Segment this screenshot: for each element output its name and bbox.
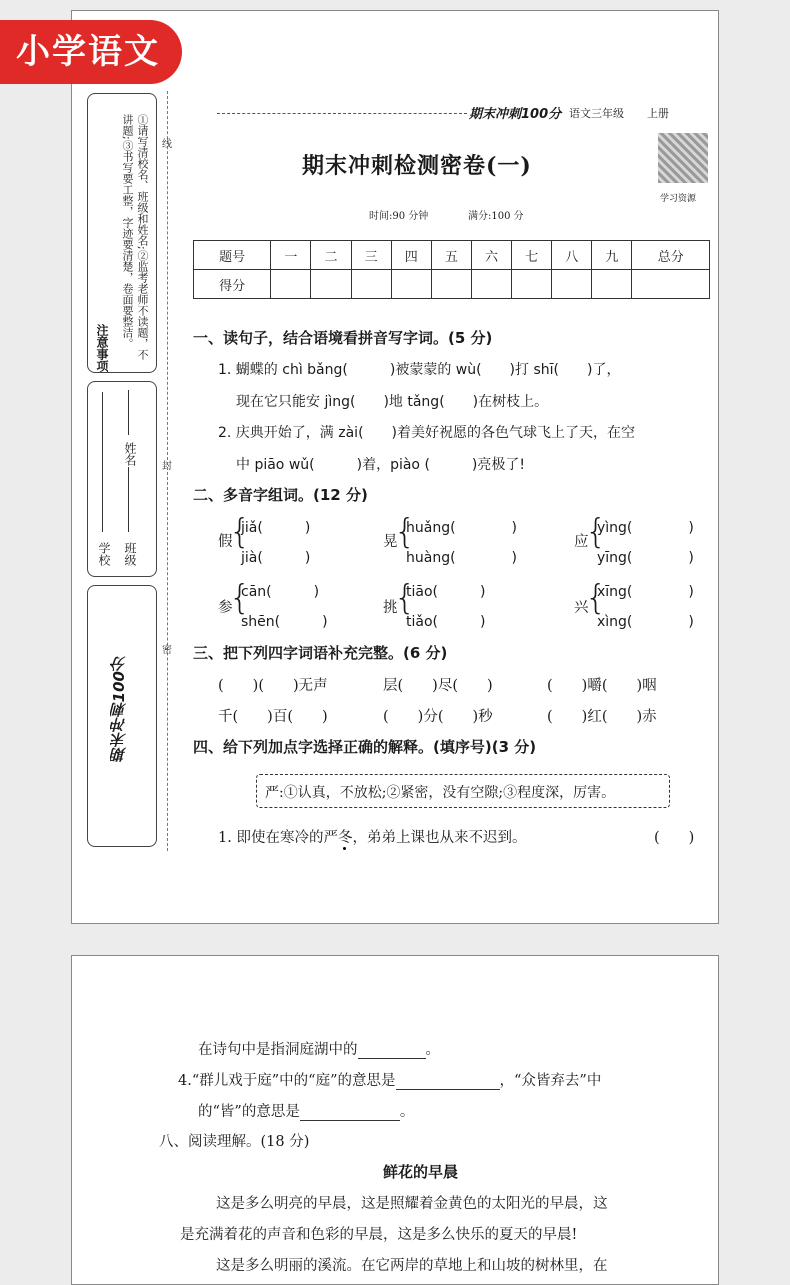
score-input[interactable]	[552, 270, 592, 299]
score-cell: 八	[552, 241, 592, 270]
emphasis-dot	[343, 847, 346, 850]
s4-question-1: 1. 即使在寒冷的严冬，弟弟上课也从来不迟到。	[218, 830, 527, 846]
poly-a: yìng( )	[597, 520, 694, 536]
brand-box	[87, 585, 157, 847]
exam-full-score: 满分:100 分	[468, 211, 524, 222]
s1-line-4: 中 piāo wǔ( )着，piào ( )亮极了!	[236, 457, 525, 473]
score-input[interactable]	[471, 270, 511, 299]
p2-line-1a: 在诗句中是指洞庭湖中的	[198, 1042, 358, 1058]
name-label: 姓名	[123, 442, 137, 466]
score-row-label: 得分	[194, 270, 271, 299]
article-p1: 这是多么明亮的早晨，这是照耀着金黄色的太阳光的早晨，这	[216, 1196, 608, 1212]
brace: {	[229, 512, 251, 552]
idiom-blank: ( )分( )秒	[383, 709, 493, 725]
s1-line-1: 1. 蝴蝶的 chì bǎng( )被蒙蒙的 wù( )打 shī( )了，	[218, 362, 621, 378]
p2-line-1b: 。	[425, 1042, 440, 1058]
poly-b: huàng( )	[406, 550, 518, 566]
qr-label: 学习资源	[660, 194, 697, 204]
definition-text: 严:①认真，不放松;②紧密，没有空隙;③程度深，厉害。	[265, 785, 616, 801]
score-cell: 七	[512, 241, 552, 270]
student-info-box	[87, 381, 157, 577]
notice-heading: 注意事项	[95, 324, 109, 372]
header-volume: 上册	[647, 107, 669, 120]
exam-page-2	[71, 955, 719, 1285]
section-8-heading: 八、阅读理解。(18 分)	[159, 1134, 310, 1150]
article-p3: 这是多么明丽的溪流。在它两岸的草地上和山坡的树林里，在	[216, 1258, 608, 1274]
school-label: 学校	[97, 542, 111, 566]
class-label: 班级	[123, 542, 137, 566]
score-input[interactable]	[271, 270, 311, 299]
score-cell: 五	[431, 241, 471, 270]
answer-blank[interactable]	[358, 1043, 426, 1059]
poly-char-can: 参	[218, 600, 233, 616]
s1-line-3: 2. 庆典开始了，满 zài( )着美好祝愿的各色气球飞上了天，在空	[218, 425, 635, 441]
score-input[interactable]	[512, 270, 552, 299]
name-line	[128, 390, 129, 435]
subject-banner: 小学语文	[0, 20, 182, 84]
s4-answer-1[interactable]: ( )	[654, 830, 695, 846]
answer-blank[interactable]	[396, 1074, 500, 1090]
poly-char-tiao: 挑	[383, 600, 398, 616]
poly-char-huang: 晃	[383, 534, 398, 550]
poly-a: jiǎ( )	[241, 520, 311, 536]
score-input[interactable]	[592, 270, 632, 299]
cut-word-xian: 线	[162, 139, 172, 150]
p2-line-3a: 的“皆”的意思是	[198, 1104, 300, 1120]
poly-b: xìng( )	[597, 614, 694, 630]
p2-line-1	[198, 1038, 440, 1059]
score-cell: 九	[592, 241, 632, 270]
p2-line-2a: 4.“群儿戏于庭”中的“庭”的意思是	[178, 1073, 396, 1089]
poly-a: huǎng( )	[406, 520, 518, 536]
exam-title: 期末冲刺检测密卷(一)	[302, 153, 532, 179]
score-table-row	[194, 270, 710, 299]
definition-box	[256, 774, 670, 808]
brace: {	[394, 578, 416, 618]
answer-blank[interactable]	[300, 1105, 400, 1121]
p2-line-3b: 。	[399, 1104, 415, 1120]
score-table-header	[194, 241, 710, 270]
poly-b: tiǎo( )	[406, 614, 486, 630]
idiom-blank: ( )嚼( )咽	[547, 678, 657, 694]
brace: {	[229, 578, 251, 618]
poly-char-xing: 兴	[574, 600, 589, 616]
article-p2: 是充满着花的声音和色彩的早晨，这是多么快乐的夏天的早晨!	[180, 1227, 578, 1243]
cut-word-feng: 封	[162, 461, 172, 472]
score-cell: 四	[391, 241, 431, 270]
class-line	[128, 467, 129, 532]
brace: {	[585, 578, 607, 618]
brace: {	[394, 512, 416, 552]
section-1-heading: 一、读句子，结合语境看拼音写字词。(5 分)	[193, 329, 493, 347]
poly-a: tiāo( )	[406, 584, 486, 600]
exam-time: 时间:90 分钟	[369, 211, 429, 222]
score-cell: 六	[471, 241, 511, 270]
header-grade: 语文三年级	[569, 107, 624, 120]
score-input[interactable]	[391, 270, 431, 299]
header-dash	[217, 113, 467, 114]
idiom-blank: ( )红( )赤	[547, 709, 657, 725]
cut-word-mi: 密	[162, 645, 172, 656]
section-2-heading: 二、多音字组词。(12 分)	[193, 486, 368, 504]
score-cell: 总分	[632, 241, 710, 270]
school-line	[102, 392, 103, 532]
section-4-heading: 四、给下列加点字选择正确的解释。(填序号)(3 分)	[193, 738, 537, 756]
score-input[interactable]	[431, 270, 471, 299]
poly-char-ying: 应	[574, 534, 589, 550]
score-input[interactable]	[311, 270, 351, 299]
p2-line-3	[198, 1100, 414, 1121]
poly-b: shēn( )	[241, 614, 328, 630]
poly-a: cān( )	[241, 584, 320, 600]
s1-line-2: 现在它只能安 jìng( )地 tǎng( )在树枝上。	[236, 394, 549, 410]
article-title: 鲜花的早晨	[383, 1163, 459, 1181]
p2-line-2b: ，“众皆弃去”中	[499, 1073, 602, 1089]
score-cell: 一	[271, 241, 311, 270]
poly-char-jia: 假	[218, 534, 233, 550]
idiom-blank: 千( )百( )	[218, 709, 328, 725]
qr-code[interactable]	[658, 133, 708, 183]
idiom-blank: ( )( )无声	[218, 678, 328, 694]
running-header	[217, 103, 677, 123]
notice-box	[87, 93, 157, 373]
idiom-blank: 层( )尽( )	[383, 678, 493, 694]
p2-line-2	[178, 1069, 601, 1090]
score-input[interactable]	[632, 270, 710, 299]
score-table	[193, 240, 710, 299]
section-3-heading: 三、把下列四字词语补充完整。(6 分)	[193, 644, 448, 662]
score-cell: 题号	[194, 241, 271, 270]
score-input[interactable]	[351, 270, 391, 299]
header-brand: 期末冲刺100分	[469, 107, 562, 122]
poly-b: yīng( )	[597, 550, 694, 566]
score-cell: 三	[351, 241, 391, 270]
exam-page-1	[71, 10, 719, 924]
side-brand: 期末冲刺100分	[110, 656, 128, 763]
notice-body: ①请写清校名、班级和姓名;②监考老师不读题，不讲题;③书写要工整，字迹要清楚，卷面要整洁。	[121, 114, 149, 360]
poly-a: xīng( )	[597, 584, 694, 600]
score-cell: 二	[311, 241, 351, 270]
brace: {	[585, 512, 607, 552]
poly-b: jià( )	[241, 550, 311, 566]
